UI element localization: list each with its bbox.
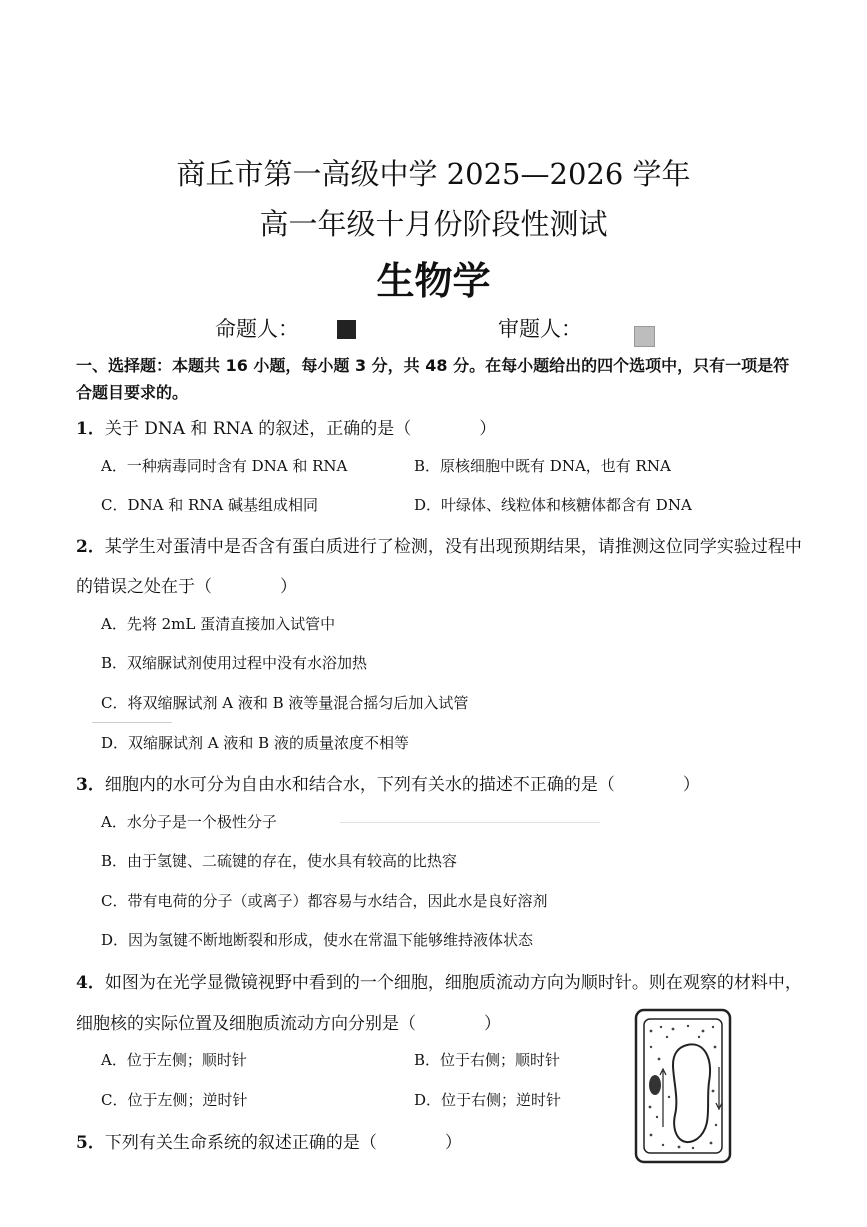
redaction-block: [337, 320, 356, 339]
q2-option-b: B．双缩脲试剂使用过程中没有水浴加热: [101, 654, 368, 672]
scan-artifact: [92, 722, 172, 723]
question-4: [76, 968, 802, 993]
question-1: [76, 414, 496, 439]
q3-option-b: B．由于氢键、二硫键的存在，使水具有较高的比热容: [101, 852, 458, 870]
question-4-line2: 细胞核的实际位置及细胞质流动方向分别是（ ）: [76, 1014, 501, 1034]
q2-option-d: D．双缩脲试剂 A 液和 B 液的质量浓度不相等: [101, 734, 409, 752]
question-number: 4．: [76, 973, 105, 993]
question-stem: 关于 DNA 和 RNA 的叙述，正确的是（ ）: [104, 419, 497, 439]
q2-option-a: A．先将 2mL 蛋清直接加入试管中: [101, 615, 336, 633]
section-heading: 一、选择题：本题共 16 小题，每小题 3 分，共 48 分。在每小题给出的四个选项中，只有一项是符合题目要求的。: [76, 356, 790, 402]
redaction-block-gray: [634, 326, 655, 347]
question-stem: 如图为在光学显微镜视野中看到的一个细胞，细胞质流动方向为顺时针。则在观察的材料中，: [104, 973, 802, 993]
question-2-line2: 的错误之处在于（ ）: [76, 577, 297, 597]
q1-option-d: D．叶绿体、线粒体和核糖体都含有 DNA: [414, 496, 692, 514]
q4-option-d: D．位于右侧；逆时针: [414, 1091, 562, 1109]
question-number: 1．: [76, 419, 105, 439]
vacuole: [673, 1044, 710, 1142]
question-5: [76, 1128, 462, 1153]
scan-artifact: [340, 822, 600, 823]
q1-option-c: C．DNA 和 RNA 碱基组成相同: [101, 496, 319, 514]
question-3: [76, 770, 700, 795]
q3-option-a: A．水分子是一个极性分子: [101, 813, 277, 831]
q4-option-a: A．位于左侧；顺时针: [101, 1051, 247, 1069]
exam-school-title: 商丘市第一高级中学 2025—2026 学年: [176, 157, 691, 191]
q4-option-c: C．位于左侧；逆时针: [101, 1091, 248, 1109]
reviewer-label: 审题人：: [498, 317, 582, 341]
exam-name-title: 高一年级十月份阶段性测试: [259, 207, 608, 241]
question-number: 3．: [76, 775, 105, 795]
question-number: 2．: [76, 537, 105, 557]
q1-option-b: B．原核细胞中既有 DNA，也有 RNA: [414, 457, 671, 475]
q1-option-a: A．一种病毒同时含有 DNA 和 RNA: [101, 457, 348, 475]
question-stem: 某学生对蛋清中是否含有蛋白质进行了检测，没有出现预期结果，请推测这位同学实验过程中: [104, 537, 802, 557]
setter-label: 命题人：: [215, 317, 299, 341]
plant-cell-figure: [633, 1007, 733, 1165]
question-stem: 细胞内的水可分为自由水和结合水，下列有关水的描述不正确的是（ ）: [104, 775, 700, 795]
question-stem: 下列有关生命系统的叙述正确的是（ ）: [104, 1133, 462, 1153]
q2-option-c: C．将双缩脲试剂 A 液和 B 液等量混合摇匀后加入试管: [101, 694, 469, 712]
question-number: 5．: [76, 1133, 105, 1153]
q3-option-d: D．因为氢键不断地断裂和形成，使水在常温下能够维持液体状态: [101, 931, 534, 949]
q4-option-b: B．位于右侧；顺时针: [414, 1051, 561, 1069]
question-2: [76, 532, 802, 557]
nucleus: [649, 1075, 661, 1095]
q3-option-c: C．带有电荷的分子（或离子）都容易与水结合，因此水是良好溶剂: [101, 892, 548, 910]
subject-title: 生物学: [376, 258, 491, 303]
